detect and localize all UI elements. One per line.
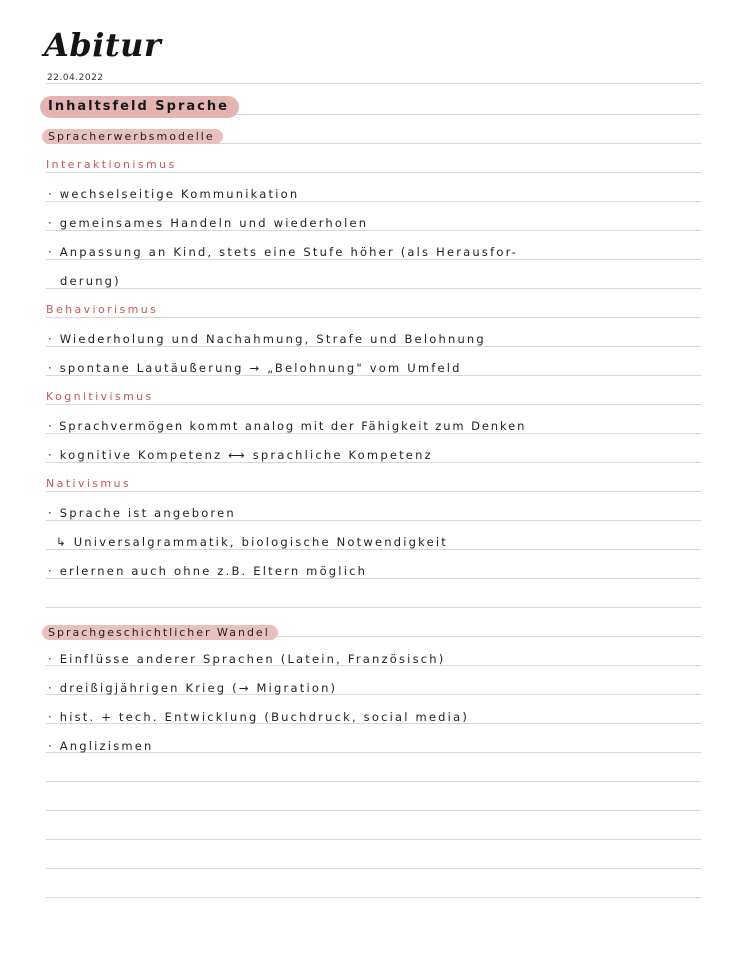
ruled-line — [46, 607, 701, 608]
ruled-line — [46, 578, 701, 579]
wandel-heading: Sprachgeschichtlicher Wandel — [42, 625, 278, 640]
ruled-line — [46, 201, 701, 202]
kognitivismus-heading: Kognitivismus — [46, 390, 154, 403]
ruled-line — [46, 520, 701, 521]
interaktionismus-heading: Interaktionismus — [46, 158, 177, 171]
nativismus-heading: Nativismus — [46, 477, 132, 490]
ruled-line — [46, 404, 701, 405]
behaviorismus-heading: Behaviorismus — [46, 303, 159, 316]
ruled-line — [46, 839, 701, 840]
ruled-line — [46, 317, 701, 318]
ruled-line — [46, 346, 701, 347]
ruled-line — [46, 868, 701, 869]
ruled-line — [46, 433, 701, 434]
list-item: · Anpassung an Kind, stets eine Stufe höher (als Herausfor- — [48, 245, 519, 259]
list-item: · dreißigjährigen Krieg (→ Migration) — [48, 681, 338, 695]
ruled-line — [46, 462, 701, 463]
ruled-line — [46, 491, 701, 492]
ruled-line — [46, 230, 701, 231]
list-item: · gemeinsames Handeln und wiederholen — [48, 216, 369, 230]
list-item: derung) — [60, 274, 121, 288]
spracherwerb-heading: Spracherwerbsmodelle — [42, 129, 223, 144]
ruled-line — [46, 375, 701, 376]
page-date: 22.04.2022 — [47, 73, 104, 83]
ruled-line — [46, 810, 701, 811]
list-item: · kognitive Kompetenz ⟷ sprachliche Kompetenz — [48, 448, 433, 462]
list-item: · Wiederholung und Nachahmung, Strafe und Belohnung — [48, 332, 486, 346]
list-item: ↳ Universalgrammatik, biologische Notwendigkeit — [56, 535, 448, 549]
list-item: · spontane Lautäußerung → „Belohnung" vom Umfeld — [48, 361, 462, 375]
list-item: · Sprachvermögen kommt analog mit der Fähigkeit zum Denken — [48, 419, 527, 433]
ruled-line — [46, 897, 701, 898]
list-item: · Sprache ist angeboren — [48, 506, 236, 520]
ruled-line — [46, 549, 701, 550]
ruled-line — [46, 288, 701, 289]
main-section-heading: Inhaltsfeld Sprache — [40, 96, 239, 118]
list-item: · Einflüsse anderer Sprachen (Latein, Französisch) — [48, 652, 446, 666]
list-item: · erlernen auch ohne z.B. Eltern möglich — [48, 564, 368, 578]
ruled-line — [46, 83, 701, 84]
list-item: · wechselseitige Kommunikation — [48, 187, 300, 201]
ruled-line — [46, 259, 701, 260]
list-item: · hist. + tech. Entwicklung (Buchdruck, social media) — [48, 710, 470, 724]
ruled-line — [46, 781, 701, 782]
list-item: · Anglizismen — [48, 739, 154, 753]
page-title: Abitur — [44, 26, 162, 64]
ruled-line — [46, 172, 701, 173]
